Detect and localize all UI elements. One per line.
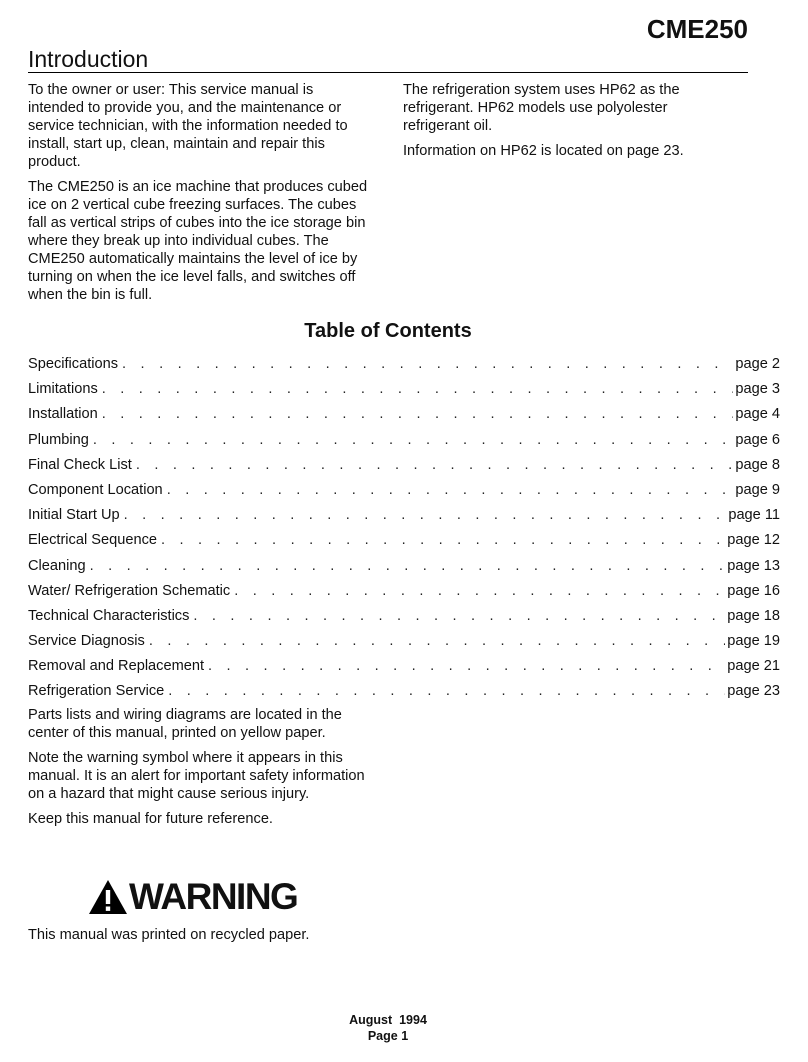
- toc-leader-dots: [90, 554, 726, 579]
- toc-entry-label: Cleaning: [28, 557, 86, 574]
- toc-entry-page: page 9: [735, 481, 780, 498]
- toc-leader-dots: [136, 453, 734, 478]
- toc-entry-label: Electrical Sequence: [28, 532, 157, 549]
- toc-entry-page: page 8: [735, 456, 780, 473]
- parts-note: Parts lists and wiring diagrams are located in the center of this manual, printed on yellow paper.: [28, 707, 342, 741]
- warning-label: [88, 875, 297, 919]
- toc-leader-dots: [124, 503, 727, 528]
- toc-entry: [28, 554, 780, 579]
- toc-entry-label: Plumbing: [28, 431, 89, 448]
- toc-leader-dots: [102, 377, 734, 402]
- keep-manual-note: Keep this manual for future reference.: [28, 811, 273, 827]
- intro-right-column: [403, 81, 733, 167]
- toc-entry-page: page 19: [727, 633, 780, 650]
- toc-leader-dots: [208, 654, 725, 679]
- toc-entry-label: Refrigeration Service: [28, 683, 165, 700]
- toc-entry-page: page 2: [735, 356, 780, 372]
- intro-paragraph: To the owner or user: This service manual is intended to provide you, and the maintenance or service technician, with the information needed to install, start up, clean, maintain and repair this product.: [28, 82, 348, 170]
- toc-entry: [28, 503, 780, 528]
- toc-entry-label: Removal and Replacement: [28, 658, 205, 675]
- toc-entry-page: page 11: [728, 507, 780, 524]
- warning-symbol-note: Note the warning symbol where it appears in this manual. It is an alert for important safety information on a hazard that might cause serious injury.: [28, 750, 365, 802]
- warning-text: WARNING: [129, 876, 298, 917]
- intro-left-column: [28, 81, 373, 311]
- toc-entry: [28, 377, 780, 402]
- section-title: Introduction: [28, 46, 149, 72]
- toc-entry-page: page 6: [735, 431, 780, 448]
- footer-page-number: Page 1: [367, 1029, 409, 1043]
- table-of-contents: [28, 352, 780, 705]
- refrigerant-paragraph: The refrigeration system uses HP62 as the refrigerant. HP62 models use polyolester refrigerant oil.: [403, 82, 680, 134]
- toc-leader-dots: [93, 428, 734, 453]
- toc-entry-page: page 12: [727, 532, 780, 549]
- toc-leader-dots: [122, 352, 733, 377]
- toc-entry: [28, 352, 780, 377]
- refrigerant-info-paragraph: Information on HP62 is located on page 23.: [403, 143, 684, 159]
- toc-entry-page: page 4: [735, 406, 780, 423]
- toc-title: Table of Contents: [304, 320, 472, 342]
- toc-entry: [28, 402, 780, 427]
- toc-entry-label: Water/ Refrigeration Schematic: [28, 582, 231, 599]
- notes-column: [28, 706, 368, 835]
- toc-entry: [28, 604, 780, 629]
- toc-leader-dots: [102, 402, 734, 427]
- warning-triangle-icon: [88, 879, 128, 915]
- toc-leader-dots: [168, 679, 725, 704]
- toc-entry-label: Component Location: [28, 481, 163, 498]
- toc-entry-label: Technical Characteristics: [28, 607, 190, 624]
- toc-entry-page: page 21: [727, 658, 780, 675]
- toc-entry-label: Installation: [28, 406, 98, 423]
- toc-leader-dots: [193, 604, 725, 629]
- page-footer: [0, 1012, 776, 1044]
- toc-entry-page: page 18: [727, 607, 780, 624]
- toc-entry-label: Final Check List: [28, 456, 132, 473]
- toc-entry-page: page 16: [727, 582, 780, 599]
- toc-leader-dots: [161, 528, 725, 553]
- toc-entry: [28, 579, 780, 604]
- toc-leader-dots: [234, 579, 725, 604]
- toc-entry-label: Limitations: [28, 381, 98, 398]
- toc-leader-dots: [167, 478, 734, 503]
- toc-entry: [28, 478, 780, 503]
- footer-date: August 1994: [349, 1013, 427, 1027]
- toc-entry: [28, 679, 780, 704]
- toc-entry-label: Service Diagnosis: [28, 633, 145, 650]
- intro-paragraph: The CME250 is an ice machine that produces cubed ice on 2 vertical cube freezing surfaces. The cubes fall as vertical strips of cubes into the ice storage bin where they break up into individual cubes. The CME250 automatically maintains the level of ice by turning on when the ice level falls, and switches off when the bin is full.: [28, 179, 368, 303]
- toc-entry-page: page 23: [727, 683, 780, 700]
- toc-entry-label: Initial Start Up: [28, 507, 120, 524]
- header-rule: [28, 72, 748, 73]
- toc-entry: [28, 654, 780, 679]
- toc-entry: [28, 629, 780, 654]
- toc-entry-label: Specifications: [28, 356, 119, 372]
- toc-entry: [28, 453, 780, 478]
- toc-entry: [28, 528, 780, 553]
- toc-leader-dots: [149, 629, 725, 654]
- model-number: CME250: [646, 14, 748, 44]
- toc-entry-page: page 3: [735, 381, 780, 398]
- recycled-paper-note: This manual was printed on recycled paper.: [28, 927, 310, 943]
- toc-entry-page: page 13: [727, 557, 780, 574]
- toc-entry: [28, 428, 780, 453]
